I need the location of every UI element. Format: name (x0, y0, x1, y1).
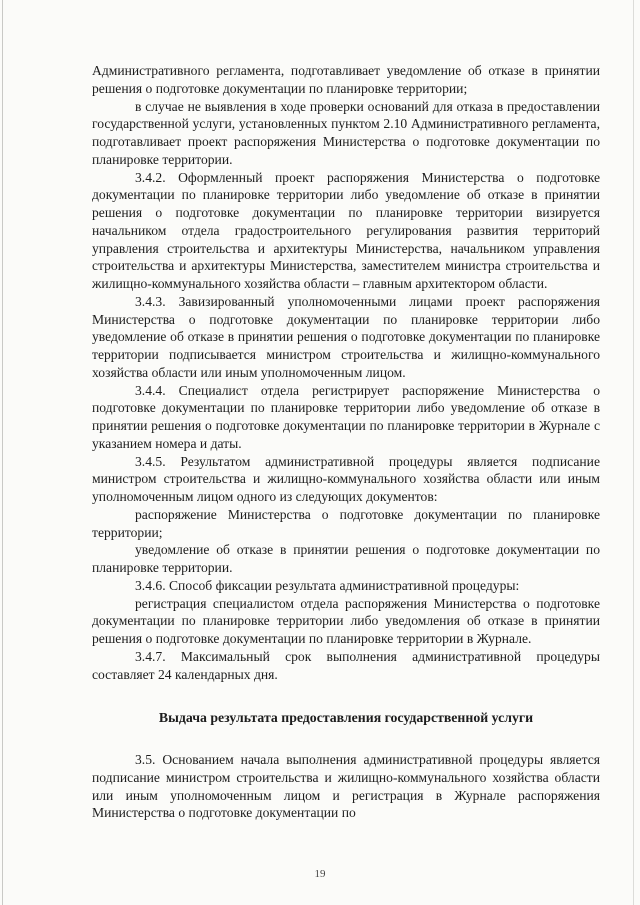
paragraph: 3.4.3. Завизированный уполномоченными лицами проект распоряжения Министерства о подготовке документации по планировке территории либо уведомление об отказе в принятии решения о подготовке документации по планировке территории подписывается министром строительства и жилищно-коммунального хозяйства области или иным уполномоченным лицом. (92, 293, 600, 380)
paragraph: регистрация специалистом отдела распоряжения Министерства о подготовке документации по планировке территории либо уведомления об отказе в принятии решения о подготовке документации по планировке территории в Журнале. (92, 595, 600, 646)
paragraph: 3.4.7. Максимальный срок выполнения административной процедуры составляет 24 календарных дня. (92, 648, 600, 682)
page-body (92, 62, 600, 822)
section-heading: Выдача результата предоставления государственной услуги (158, 710, 534, 726)
paragraph: 3.5. Основанием начала выполнения административной процедуры является подписание министром строительства и жилищно-коммунального хозяйства области или иным уполномоченным лицом и регистрация в Журнале распоряжения Министерства о подготовке документации по (92, 752, 600, 821)
paragraph: 3.4.5. Результатом административной процедуры является подписание министром строительства и жилищно-коммунального хозяйства области или иным уполномоченным лицом одного из следующих документов: (92, 453, 600, 504)
paragraph: 3.4.6. Способ фиксации результата административной процедуры: (135, 577, 520, 593)
paragraph: распоряжение Министерства о подготовке документации по планировке территории; (92, 506, 600, 540)
page-number: 19 (314, 868, 326, 880)
scan-edge-right (633, 0, 634, 905)
paragraph: Административного регламента, подготавливает уведомление об отказе в принятии решения о подготовке документации по планировке территории; (92, 63, 600, 96)
scan-edge-left (2, 0, 3, 905)
paragraph: в случае не выявления в ходе проверки оснований для отказа в предоставлении государственной услуги, установленных пунктом 2.10 Административного регламента, подготавливает проект распоряжения Министерства о подготовке документации по планировке территории. (92, 98, 600, 167)
paragraph: 3.4.4. Специалист отдела регистрирует распоряжение Министерства о подготовке документации по планировке территории либо уведомление об отказе в принятии решения о подготовке документации по планировке территории в Журнале с указанием номера и даты. (92, 382, 600, 451)
paragraph: 3.4.2. Оформленный проект распоряжения Министерства о подготовке документации по планировке территории либо уведомление об отказе в принятии решения о подготовке документации по планировке территории визируется начальником отдела градостроительного регулирования развития территорий управления строительства и архитектуры Министерства, начальником управления строительства и архитектуры Министерства, заместителем министра строительства и жилищно-коммунального хозяйства области – главным архитектором области. (92, 169, 600, 291)
paragraph: уведомление об отказе в принятии решения о подготовке документации по планировке территории. (92, 542, 600, 575)
